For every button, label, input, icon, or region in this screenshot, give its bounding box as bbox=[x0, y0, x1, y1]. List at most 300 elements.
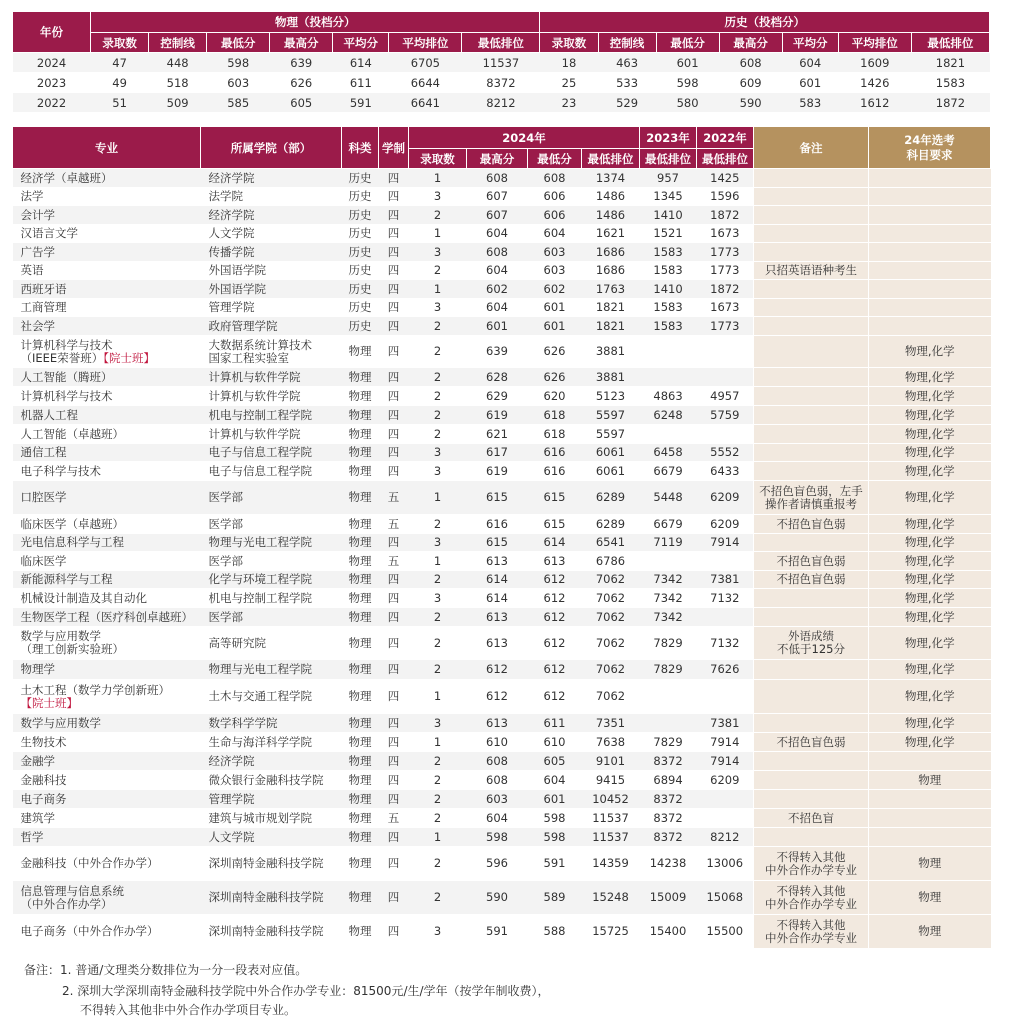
duration-cell: 四 bbox=[379, 299, 409, 317]
min-rank-2022-cell bbox=[697, 425, 754, 444]
subject-requirement-cell bbox=[869, 299, 991, 317]
max-score-cell: 616 bbox=[467, 515, 528, 534]
major-name-cell bbox=[13, 733, 201, 752]
college-name: 物理与光电工程学院 bbox=[208, 535, 312, 549]
note-line1: 不招色盲色弱 bbox=[776, 553, 846, 568]
enroll-cell: 1 bbox=[409, 733, 467, 752]
physics-value-cell: 639 bbox=[270, 53, 333, 73]
duration-cell: 四 bbox=[379, 660, 409, 680]
min-rank-2023-cell: 6894 bbox=[640, 771, 697, 790]
note-cell bbox=[754, 206, 869, 225]
min-rank-2023-cell: 6248 bbox=[640, 406, 697, 425]
college-cell bbox=[201, 589, 342, 608]
year-2022-header: 2022年 bbox=[697, 127, 754, 149]
max-score-cell: 607 bbox=[467, 188, 528, 206]
academician-class-tag: 【院士班】 bbox=[103, 350, 155, 365]
min-rank-2022-cell: 15068 bbox=[697, 881, 754, 915]
subject-requirement-cell: 物理,化学 bbox=[869, 680, 991, 714]
major-header: 专业 bbox=[13, 127, 201, 169]
min-score-cell: 602 bbox=[528, 280, 582, 299]
subject-requirement-cell: 物理,化学 bbox=[869, 481, 991, 515]
min-rank-cell: 10452 bbox=[582, 790, 640, 809]
major-row bbox=[13, 462, 991, 481]
major-name-cell bbox=[13, 262, 201, 280]
enroll-cell: 2 bbox=[409, 515, 467, 534]
enroll-cell: 2 bbox=[409, 206, 467, 225]
history-value-cell: 1612 bbox=[838, 93, 911, 113]
college-name-line2: 国家工程实验室 bbox=[208, 350, 289, 365]
physics-value-cell: 47 bbox=[91, 53, 149, 73]
college-name: 经济学院 bbox=[208, 753, 255, 768]
category-cell: 历史 bbox=[342, 206, 379, 225]
major-name: 人工智能（腾班） bbox=[20, 369, 113, 384]
min-score-cell: 603 bbox=[528, 243, 582, 262]
summary-body bbox=[13, 53, 990, 113]
category-cell: 历史 bbox=[342, 243, 379, 262]
note-cell bbox=[754, 406, 869, 425]
min-rank-2023-cell bbox=[640, 425, 697, 444]
min-rank-2022-cell: 7914 bbox=[697, 534, 754, 552]
category-cell: 物理 bbox=[342, 406, 379, 425]
max-score-cell: 601 bbox=[467, 317, 528, 336]
phys-subheader-cell: 控制线 bbox=[149, 33, 207, 53]
major-name-cell bbox=[13, 847, 201, 881]
major-row bbox=[13, 262, 991, 280]
history-value-cell: 18 bbox=[540, 53, 598, 73]
major-name-cell bbox=[13, 571, 201, 589]
min-rank-2023-cell: 6458 bbox=[640, 444, 697, 462]
major-row bbox=[13, 680, 991, 714]
college-name: 传播学院 bbox=[208, 244, 255, 259]
min-score-cell: 601 bbox=[528, 299, 582, 317]
min-rank-2022-cell: 1425 bbox=[697, 169, 754, 188]
college-cell bbox=[201, 714, 342, 733]
min-rank-2022-cell: 1673 bbox=[697, 225, 754, 243]
enroll-cell: 2 bbox=[409, 752, 467, 771]
enroll-cell: 1 bbox=[409, 280, 467, 299]
college-cell bbox=[201, 847, 342, 881]
college-cell bbox=[201, 188, 342, 206]
enroll-cell: 2 bbox=[409, 387, 467, 406]
major-name-cell bbox=[13, 317, 201, 336]
major-name-cell bbox=[13, 387, 201, 406]
min-score-cell: 618 bbox=[528, 406, 582, 425]
min-rank-cell: 6786 bbox=[582, 552, 640, 571]
physics-value-cell: 603 bbox=[207, 73, 270, 93]
major-name: 信息管理与信息系统 bbox=[20, 883, 124, 898]
enroll-cell: 1 bbox=[409, 481, 467, 515]
min-rank-cell: 3881 bbox=[582, 368, 640, 387]
college-name: 深圳南特金融科技学院 bbox=[208, 924, 324, 938]
major-name: 法学 bbox=[20, 189, 44, 203]
physics-value-cell: 49 bbox=[91, 73, 149, 93]
min-score-cell: 608 bbox=[528, 169, 582, 188]
subject-requirement-cell: 物理,化学 bbox=[869, 462, 991, 481]
duration-cell: 五 bbox=[379, 515, 409, 534]
college-cell bbox=[201, 552, 342, 571]
min-rank-2022-cell: 6209 bbox=[697, 515, 754, 534]
major-row bbox=[13, 714, 991, 733]
college-name: 大数据系统计算技术 bbox=[208, 337, 312, 352]
college-cell bbox=[201, 169, 342, 188]
subject-requirement-cell: 物理 bbox=[869, 915, 991, 949]
major-name: 计算机科学与技术 bbox=[20, 337, 113, 352]
duration-cell: 四 bbox=[379, 714, 409, 733]
enroll-cell: 2 bbox=[409, 608, 467, 627]
min-score-cell: 610 bbox=[528, 733, 582, 752]
note-cell bbox=[754, 299, 869, 317]
min-rank-cell: 9415 bbox=[582, 771, 640, 790]
note-cell bbox=[754, 552, 869, 571]
enroll-cell: 3 bbox=[409, 444, 467, 462]
duration-cell: 四 bbox=[379, 752, 409, 771]
hist-subheader-cell: 控制线 bbox=[598, 33, 656, 53]
min-rank-2022-cell bbox=[697, 368, 754, 387]
subject-requirement-cell bbox=[869, 188, 991, 206]
category-cell: 物理 bbox=[342, 515, 379, 534]
note-line1: 不招色盲色弱 bbox=[776, 516, 846, 531]
major-name: 土木工程（数学力学创新班） bbox=[20, 682, 170, 697]
category-cell: 物理 bbox=[342, 608, 379, 627]
major-row bbox=[13, 534, 991, 552]
note-line2: 中外合作办学专业 bbox=[765, 896, 858, 911]
major-row bbox=[13, 243, 991, 262]
note-line1: 不招色盲色弱 bbox=[776, 572, 846, 586]
subject-requirement-cell: 物理,化学 bbox=[869, 406, 991, 425]
college-name: 深圳南特金融科技学院 bbox=[208, 890, 324, 904]
subject-requirement-cell: 物理,化学 bbox=[869, 571, 991, 589]
min-score-cell: 615 bbox=[528, 481, 582, 515]
enroll-header: 录取数 bbox=[409, 149, 467, 169]
note-line2: 中外合作办学专业 bbox=[765, 862, 858, 877]
min-rank-cell: 6289 bbox=[582, 481, 640, 515]
history-value-cell: 604 bbox=[782, 53, 838, 73]
category-cell: 物理 bbox=[342, 552, 379, 571]
min-score-cell: 598 bbox=[528, 828, 582, 847]
min-rank-cell: 5597 bbox=[582, 425, 640, 444]
category-cell: 历史 bbox=[342, 317, 379, 336]
min-rank-cell: 15248 bbox=[582, 881, 640, 915]
college-cell bbox=[201, 660, 342, 680]
min-rank-cell: 5123 bbox=[582, 387, 640, 406]
college-cell bbox=[201, 368, 342, 387]
history-value-cell: 1609 bbox=[838, 53, 911, 73]
subject-requirement-cell: 物理,化学 bbox=[869, 515, 991, 534]
min-rank-2023-cell bbox=[640, 714, 697, 733]
max-score-cell: 603 bbox=[467, 790, 528, 809]
note-cell bbox=[754, 571, 869, 589]
min-rank-2023-cell: 14238 bbox=[640, 847, 697, 881]
min-rank-cell: 6061 bbox=[582, 462, 640, 481]
max-score-cell: 621 bbox=[467, 425, 528, 444]
duration-cell: 四 bbox=[379, 444, 409, 462]
college-cell bbox=[201, 680, 342, 714]
duration-cell: 四 bbox=[379, 225, 409, 243]
major-name: 通信工程 bbox=[20, 445, 67, 459]
enroll-cell: 2 bbox=[409, 771, 467, 790]
min-rank-2023-cell: 7342 bbox=[640, 608, 697, 627]
note-cell bbox=[754, 733, 869, 752]
college-cell bbox=[201, 915, 342, 949]
note-line1: 不得转入其他 bbox=[776, 883, 846, 898]
major-name-cell bbox=[13, 790, 201, 809]
min-rank-cell: 1486 bbox=[582, 206, 640, 225]
max-score-cell: 612 bbox=[467, 680, 528, 714]
max-score-cell: 619 bbox=[467, 406, 528, 425]
hist-subheader-cell: 最高分 bbox=[719, 33, 782, 53]
min-score-cell: 601 bbox=[528, 790, 582, 809]
note-line1: 不招色盲色弱，左手 bbox=[759, 483, 863, 498]
majors-table bbox=[12, 126, 991, 949]
majors-body bbox=[13, 169, 991, 949]
college-name: 医学部 bbox=[208, 609, 243, 624]
physics-value-cell: 448 bbox=[149, 53, 207, 73]
duration-cell: 五 bbox=[379, 809, 409, 828]
major-name: 人工智能（卓越班） bbox=[20, 426, 124, 441]
min-score-cell: 604 bbox=[528, 225, 582, 243]
physics-value-cell: 605 bbox=[270, 93, 333, 113]
enroll-cell: 1 bbox=[409, 225, 467, 243]
college-cell bbox=[201, 481, 342, 515]
min-rank-cell: 7351 bbox=[582, 714, 640, 733]
college-name: 政府管理学院 bbox=[208, 318, 278, 333]
major-name: 光电信息科学与工程 bbox=[20, 535, 124, 549]
year-cell: 2023 bbox=[13, 73, 91, 93]
history-value-cell: 580 bbox=[656, 93, 719, 113]
college-name: 机电与控制工程学院 bbox=[208, 590, 312, 605]
hist-subheader-cell: 平均排位 bbox=[838, 33, 911, 53]
college-cell bbox=[201, 444, 342, 462]
category-cell: 物理 bbox=[342, 752, 379, 771]
college-name: 电子与信息工程学院 bbox=[208, 445, 312, 459]
category-cell: 物理 bbox=[342, 368, 379, 387]
min-score-cell: 606 bbox=[528, 206, 582, 225]
physics-value-cell: 8212 bbox=[462, 93, 540, 113]
min-score-cell: 598 bbox=[528, 809, 582, 828]
max-score-cell: 628 bbox=[467, 368, 528, 387]
max-score-cell: 608 bbox=[467, 243, 528, 262]
min-score-cell: 591 bbox=[528, 847, 582, 881]
note-line1: 不得转入其他 bbox=[776, 849, 846, 864]
note-cell bbox=[754, 368, 869, 387]
min-rank-2022-header: 最低排位 bbox=[697, 149, 754, 169]
category-cell: 物理 bbox=[342, 733, 379, 752]
score-summary-table bbox=[12, 11, 990, 113]
min-rank-2022-cell bbox=[697, 809, 754, 828]
category-cell: 物理 bbox=[342, 534, 379, 552]
min-rank-2023-cell: 4863 bbox=[640, 387, 697, 406]
major-name-cell bbox=[13, 280, 201, 299]
history-value-cell: 1821 bbox=[911, 53, 989, 73]
college-cell bbox=[201, 299, 342, 317]
college-name: 机电与控制工程学院 bbox=[208, 407, 312, 422]
subject-requirement-cell: 物理,化学 bbox=[869, 425, 991, 444]
phys-subheader-cell: 平均排位 bbox=[389, 33, 462, 53]
major-name: 广告学 bbox=[20, 244, 55, 259]
max-score-cell: 608 bbox=[467, 169, 528, 188]
note-cell bbox=[754, 660, 869, 680]
note-cell bbox=[754, 752, 869, 771]
duration-cell: 四 bbox=[379, 243, 409, 262]
duration-cell: 四 bbox=[379, 368, 409, 387]
subject-requirement-cell bbox=[869, 243, 991, 262]
duration-cell: 五 bbox=[379, 552, 409, 571]
physics-value-cell: 509 bbox=[149, 93, 207, 113]
footnote-line-2: 2. 深圳大学深圳南特金融科技学院中外合作办学专业：81500元/生/学年（按学年制收费）， bbox=[62, 984, 550, 998]
physics-value-cell: 6644 bbox=[389, 73, 462, 93]
duration-cell: 四 bbox=[379, 280, 409, 299]
min-rank-2022-cell bbox=[697, 608, 754, 627]
major-name-cell bbox=[13, 481, 201, 515]
college-cell bbox=[201, 243, 342, 262]
subject-requirement-cell: 物理,化学 bbox=[869, 714, 991, 733]
min-rank-2023-cell: 7119 bbox=[640, 534, 697, 552]
max-score-cell: 596 bbox=[467, 847, 528, 881]
min-rank-2022-cell bbox=[697, 552, 754, 571]
college-name: 化学与环境工程学院 bbox=[208, 572, 312, 586]
category-cell: 历史 bbox=[342, 280, 379, 299]
min-rank-cell: 3881 bbox=[582, 336, 640, 368]
note-line2: 中外合作办学专业 bbox=[765, 930, 858, 945]
min-rank-2022-cell: 15500 bbox=[697, 915, 754, 949]
min-score-cell: 618 bbox=[528, 425, 582, 444]
max-score-cell: 604 bbox=[467, 262, 528, 280]
min-rank-2023-cell: 1410 bbox=[640, 280, 697, 299]
max-score-cell: 608 bbox=[467, 771, 528, 790]
enroll-cell: 2 bbox=[409, 336, 467, 368]
major-name-cell bbox=[13, 406, 201, 425]
major-row bbox=[13, 280, 991, 299]
major-row bbox=[13, 425, 991, 444]
college-name: 微众银行金融科技学院 bbox=[208, 772, 324, 787]
duration-cell: 四 bbox=[379, 169, 409, 188]
note-cell bbox=[754, 771, 869, 790]
major-name-cell bbox=[13, 608, 201, 627]
category-cell: 物理 bbox=[342, 571, 379, 589]
major-name-line2: （中外合作办学） bbox=[20, 896, 113, 911]
min-rank-2022-cell: 7381 bbox=[697, 571, 754, 589]
duration-cell: 四 bbox=[379, 462, 409, 481]
duration-cell: 四 bbox=[379, 188, 409, 206]
major-name-cell bbox=[13, 809, 201, 828]
min-rank-2022-cell bbox=[697, 790, 754, 809]
major-name-cell bbox=[13, 515, 201, 534]
min-score-cell: 612 bbox=[528, 627, 582, 660]
enroll-cell: 2 bbox=[409, 881, 467, 915]
category-cell: 历史 bbox=[342, 262, 379, 280]
history-value-cell: 583 bbox=[782, 93, 838, 113]
college-name: 外国语学院 bbox=[208, 263, 266, 277]
min-rank-2023-cell: 1583 bbox=[640, 317, 697, 336]
major-name-cell bbox=[13, 771, 201, 790]
year-2023-header: 2023年 bbox=[640, 127, 697, 149]
min-rank-2022-cell: 1773 bbox=[697, 317, 754, 336]
major-name: 金融科技 bbox=[20, 772, 67, 787]
note-cell bbox=[754, 608, 869, 627]
category-cell: 历史 bbox=[342, 225, 379, 243]
note-cell bbox=[754, 243, 869, 262]
footnote-line-1: 备注：1. 普通/文理类分数排位为一分一段表对应值。 bbox=[24, 963, 308, 977]
subject-requirement-cell: 物理,化学 bbox=[869, 368, 991, 387]
major-name: 西班牙语 bbox=[20, 281, 67, 296]
major-row bbox=[13, 571, 991, 589]
min-rank-header: 最低排位 bbox=[582, 149, 640, 169]
min-score-cell: 606 bbox=[528, 188, 582, 206]
subject-req-line1: 24年选考 bbox=[904, 132, 955, 147]
min-rank-cell: 9101 bbox=[582, 752, 640, 771]
category-cell: 物理 bbox=[342, 680, 379, 714]
enroll-cell: 2 bbox=[409, 847, 467, 881]
min-score-cell: 615 bbox=[528, 515, 582, 534]
major-name-cell bbox=[13, 680, 201, 714]
college-name: 建筑与城市规划学院 bbox=[208, 810, 312, 825]
duration-cell: 四 bbox=[379, 387, 409, 406]
category-cell: 物理 bbox=[342, 828, 379, 847]
subject-requirement-cell bbox=[869, 280, 991, 299]
min-rank-cell: 7062 bbox=[582, 589, 640, 608]
note-cell bbox=[754, 280, 869, 299]
category-cell: 物理 bbox=[342, 847, 379, 881]
college-cell bbox=[201, 317, 342, 336]
major-name-cell bbox=[13, 444, 201, 462]
college-cell bbox=[201, 206, 342, 225]
college-name: 医学部 bbox=[208, 490, 243, 504]
min-rank-cell: 7062 bbox=[582, 680, 640, 714]
duration-cell: 四 bbox=[379, 608, 409, 627]
category-cell: 物理 bbox=[342, 714, 379, 733]
academician-class-tag: 【院士班】 bbox=[20, 695, 78, 710]
major-row bbox=[13, 317, 991, 336]
college-name: 数学科学学院 bbox=[208, 715, 278, 730]
note-cell bbox=[754, 627, 869, 660]
major-row bbox=[13, 809, 991, 828]
category-cell: 物理 bbox=[342, 444, 379, 462]
category-cell: 历史 bbox=[342, 299, 379, 317]
min-rank-2022-cell bbox=[697, 680, 754, 714]
major-row bbox=[13, 660, 991, 680]
college-name: 经济学院 bbox=[208, 207, 255, 222]
enroll-cell: 2 bbox=[409, 262, 467, 280]
history-value-cell: 533 bbox=[598, 73, 656, 93]
major-row bbox=[13, 515, 991, 534]
major-name: 电子商务（中外合作办学） bbox=[20, 924, 159, 938]
enroll-cell: 3 bbox=[409, 714, 467, 733]
min-rank-2023-cell: 6679 bbox=[640, 515, 697, 534]
min-rank-2023-cell: 6679 bbox=[640, 462, 697, 481]
college-header: 所属学院（部） bbox=[201, 127, 342, 169]
major-name: 英语 bbox=[20, 263, 44, 277]
min-rank-cell: 5597 bbox=[582, 406, 640, 425]
min-rank-2023-cell bbox=[640, 336, 697, 368]
note-cell bbox=[754, 847, 869, 881]
college-cell bbox=[201, 771, 342, 790]
max-score-cell: 613 bbox=[467, 627, 528, 660]
min-rank-2022-cell: 7381 bbox=[697, 714, 754, 733]
major-name: 汉语言文学 bbox=[20, 226, 78, 240]
major-name-cell bbox=[13, 828, 201, 847]
major-row bbox=[13, 368, 991, 387]
note-line1: 不招色盲 bbox=[788, 810, 835, 825]
min-rank-2022-cell: 4957 bbox=[697, 387, 754, 406]
min-score-cell: 613 bbox=[528, 552, 582, 571]
major-name: 金融学 bbox=[20, 753, 55, 768]
history-value-cell: 1426 bbox=[838, 73, 911, 93]
major-name-cell bbox=[13, 752, 201, 771]
physics-value-cell: 626 bbox=[270, 73, 333, 93]
min-rank-cell: 1686 bbox=[582, 243, 640, 262]
duration-cell: 四 bbox=[379, 317, 409, 336]
major-name: 口腔医学 bbox=[20, 490, 67, 504]
